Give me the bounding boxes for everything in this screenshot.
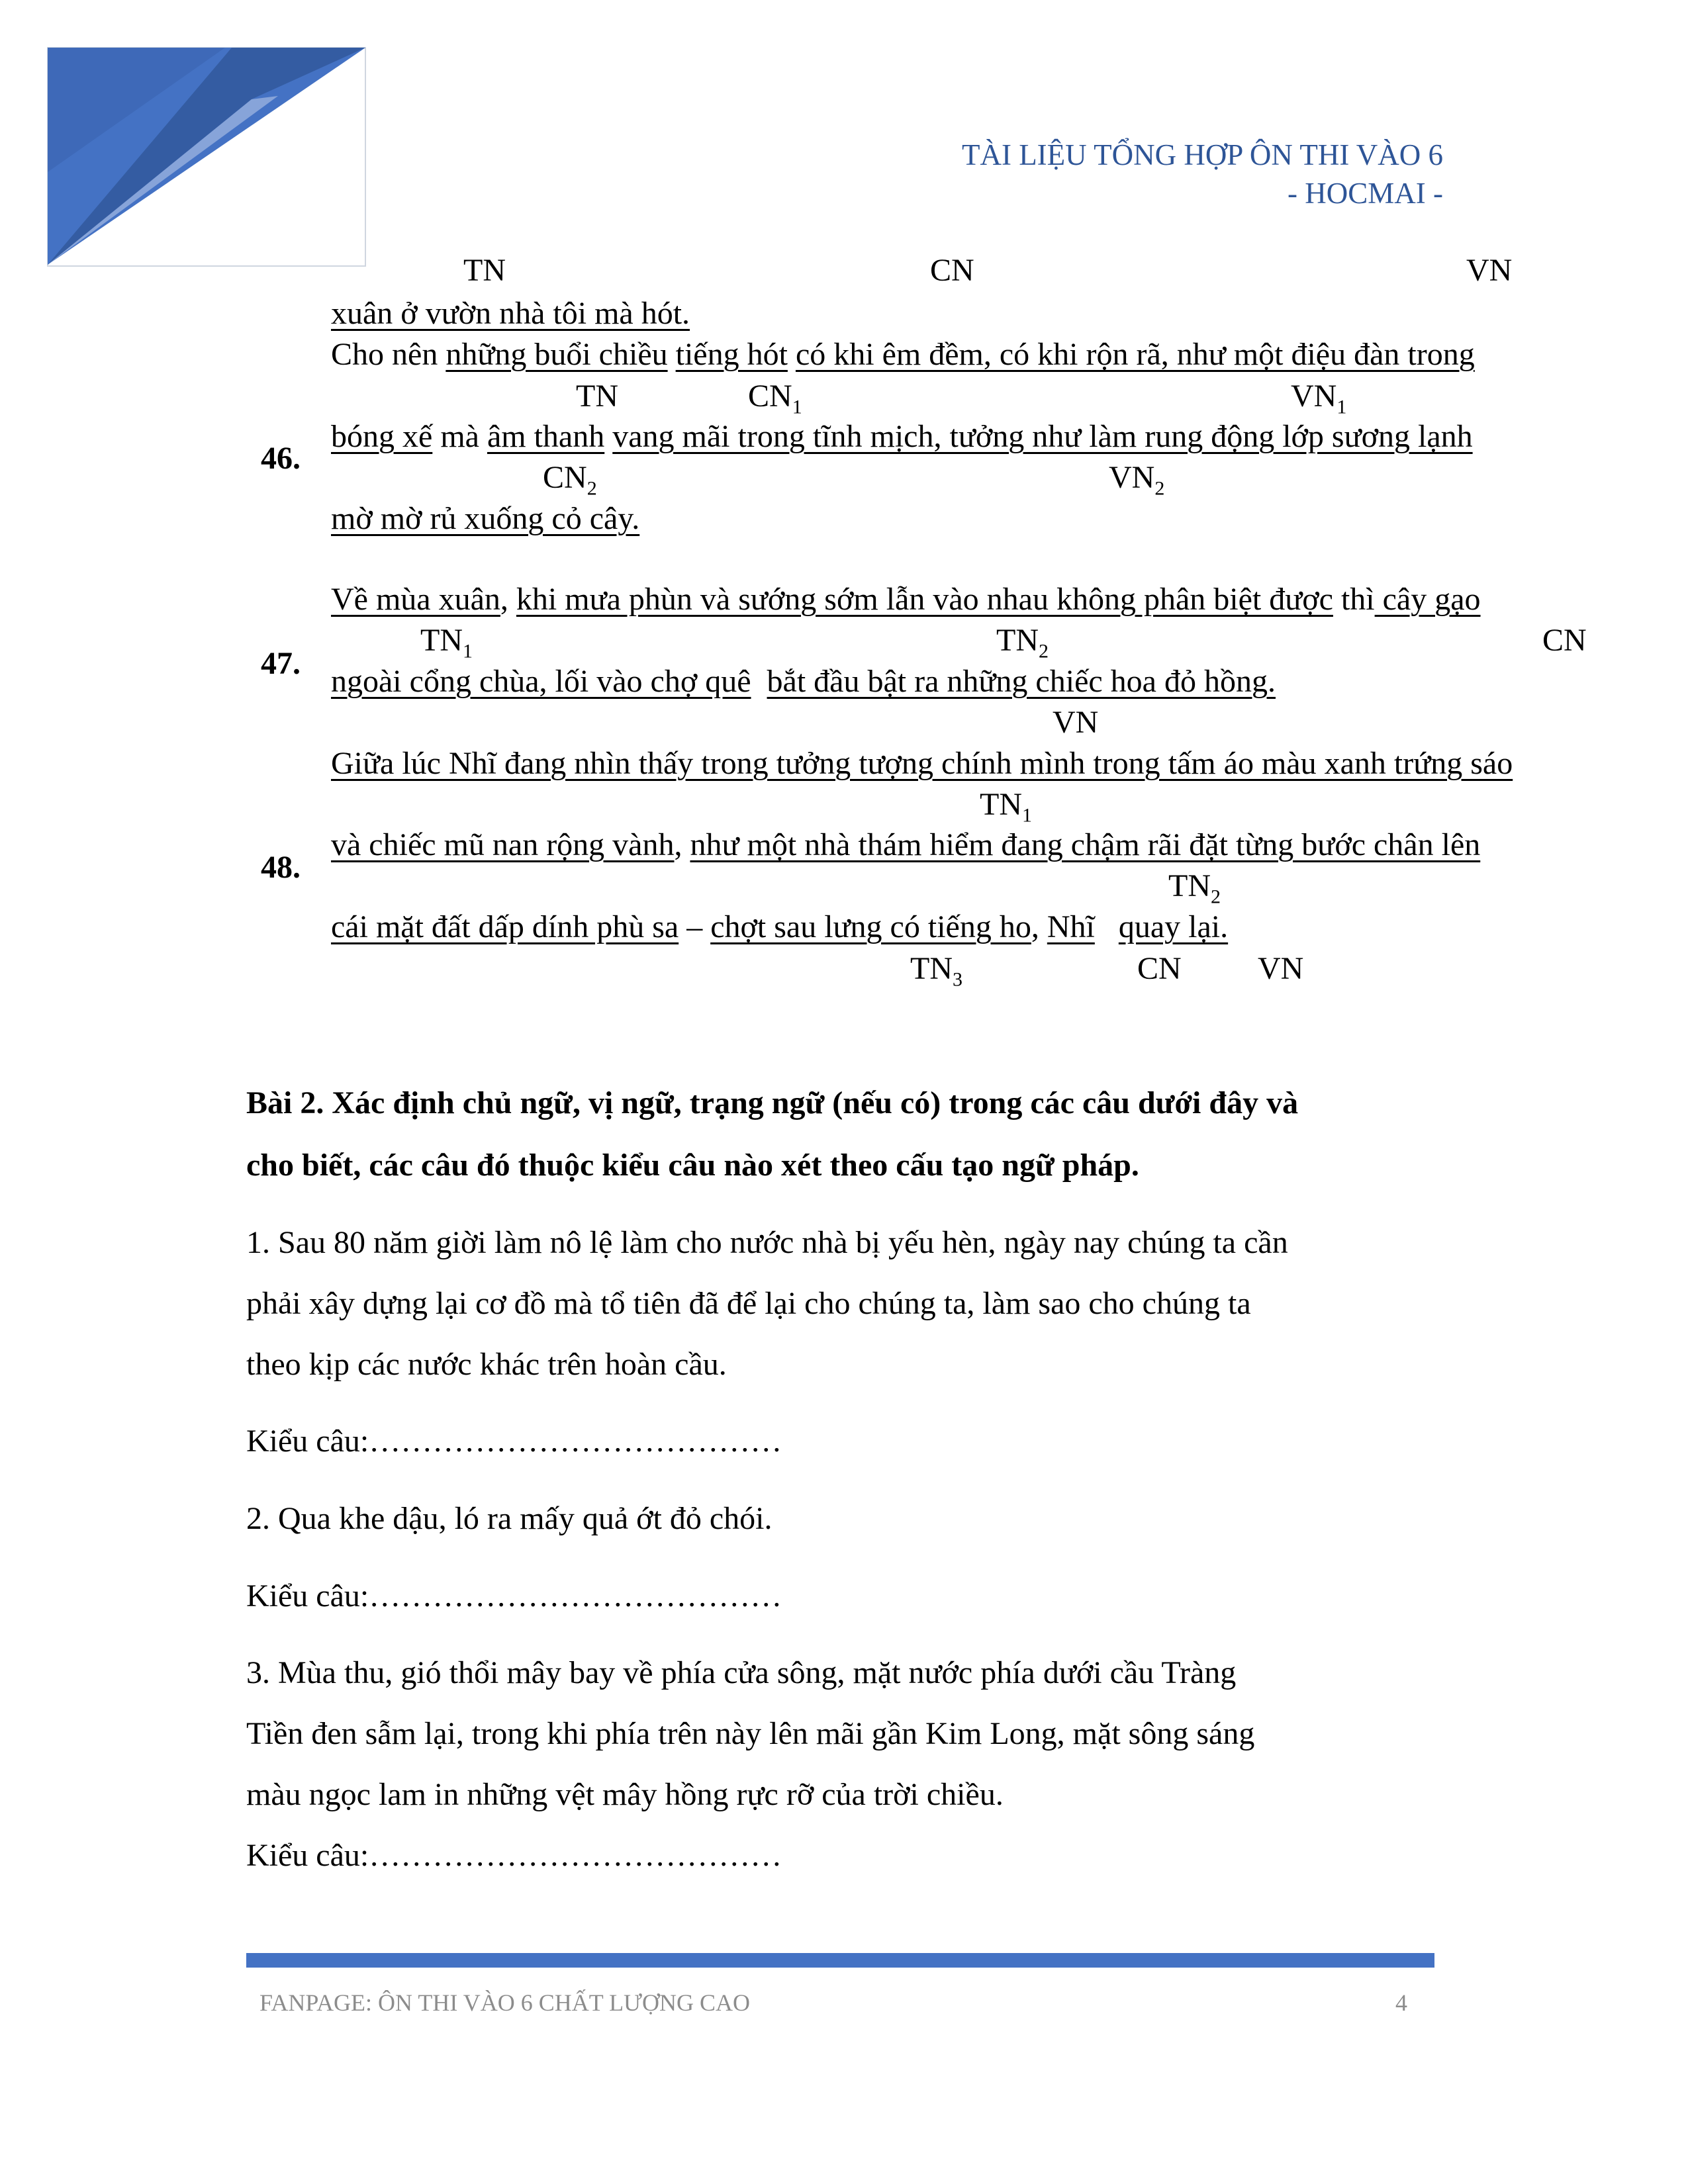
header-subtitle: - HOCMAI - xyxy=(1288,177,1443,210)
kieu-cau-3: Kiểu câu:………………………………… xyxy=(246,1838,782,1873)
q47-label-tn2: $TN_2$ xyxy=(996,623,1049,662)
q48-label-vn: VN xyxy=(1258,951,1304,986)
q46-label-vn1: $VN_1$ xyxy=(1291,379,1347,418)
q47-label-cn: CN xyxy=(1542,623,1587,658)
q47-line2: ngoài cổng chùa, lối vào chợ quê bắt đầu bật ra những chiếc hoa đỏ hồng. xyxy=(331,664,1276,699)
q48-line1: Giữa lúc Nhĩ đang nhìn thấy trong tưởng tượng chính mình trong tấm áo màu xanh trứng sáo xyxy=(331,746,1513,781)
page-number: 4 xyxy=(1395,1989,1407,2016)
q48-line2: và chiếc mũ nan rộng vành, như một nhà thám hiểm đang chậm rãi đặt từng bước chân lên xyxy=(331,827,1481,862)
bai2-s2: 2. Qua khe dậu, ló ra mấy quả ớt đỏ chói. xyxy=(246,1501,773,1536)
q46-label-tn: TN xyxy=(576,379,618,414)
kieu-cau-1: Kiểu câu:………………………………… xyxy=(246,1424,782,1459)
header-title: TÀI LIỆU TỔNG HỢP ÔN THI VÀO 6 xyxy=(961,138,1443,171)
bai2-s1-line2: phải xây dựng lại cơ đồ mà tổ tiên đã để lại cho chúng ta, làm sao cho chúng ta xyxy=(246,1286,1251,1321)
q46-line2: bóng xế mà âm thanh vang mãi trong tĩnh mịch, tưởng như làm rung động lớp sương lạnh xyxy=(331,419,1473,454)
continuation-line: xuân ở vườn nhà tôi mà hót. xyxy=(331,296,690,331)
item-number-46: 46. xyxy=(261,441,301,476)
label-cn: CN xyxy=(930,253,974,288)
item-number-47: 47. xyxy=(261,646,301,681)
q48-label-tn2: $TN_2$ xyxy=(1168,868,1221,908)
bai2-s3-line2: Tiền đen sẫm lại, trong khi phía trên này lên mãi gần Kim Long, mặt sông sáng xyxy=(246,1716,1255,1751)
q48-label-tn3: $TN_3$ xyxy=(910,951,962,991)
q46-label-cn1: $CN_1$ xyxy=(748,379,802,418)
label-vn: VN xyxy=(1466,253,1513,288)
bai2-s3-line3: màu ngọc lam in những vệt mây hồng rực rỡ của trời chiều. xyxy=(246,1777,1004,1812)
kieu-cau-2: Kiểu câu:………………………………… xyxy=(246,1578,782,1614)
q47-line1: Về mùa xuân, khi mưa phùn và sướng sớm lẫn vào nhau không phân biệt được thì cây gạo xyxy=(331,582,1481,617)
bai2-s1-line3: theo kịp các nước khác trên hoàn cầu. xyxy=(246,1347,727,1382)
q48-line3: cái mặt đất dấp dính phù sa – chợt sau lưng có tiếng ho, Nhĩ quay lại. xyxy=(331,909,1229,944)
q47-label-tn1: $TN_1$ xyxy=(420,623,473,662)
q46-line3: mờ mờ rủ xuống cỏ cây. xyxy=(331,501,640,536)
item-number-48: 48. xyxy=(261,850,301,885)
q48-label-cn: CN xyxy=(1137,951,1182,986)
q46-label-vn2: $VN_2$ xyxy=(1109,460,1165,500)
bai2-heading: Bài 2. Xác định chủ ngữ, vị ngữ, trạng ngữ (nếu có) trong các câu dưới đây và cho biết, các câu đó thuộc kiểu câu nào xét theo cấu tạo ngữ pháp. xyxy=(246,1085,1299,1183)
corner-decoration xyxy=(0,0,371,271)
footer-fanpage: FANPAGE: ÔN THI VÀO 6 CHẤT LƯỢNG CAO xyxy=(259,1989,750,2016)
q46-line1: Cho nên những buổi chiều tiếng hót có khi êm đềm, có khi rộn rã, như một điệu đàn trong xyxy=(331,337,1475,372)
q47-label-vn: VN xyxy=(1053,705,1099,740)
q48-label-tn1: $TN_1$ xyxy=(980,787,1032,827)
label-tn: TN xyxy=(463,253,506,288)
footer-bar xyxy=(246,1953,1434,1968)
bai2-s3-line1: 3. Mùa thu, gió thổi mây bay về phía cửa sông, mặt nước phía dưới cầu Tràng xyxy=(246,1655,1237,1690)
q46-label-cn2: $CN_2$ xyxy=(543,460,597,500)
bai2-s1-line1: 1. Sau 80 năm giời làm nô lệ làm cho nước nhà bị yếu hèn, ngày nay chúng ta cần xyxy=(246,1225,1288,1260)
